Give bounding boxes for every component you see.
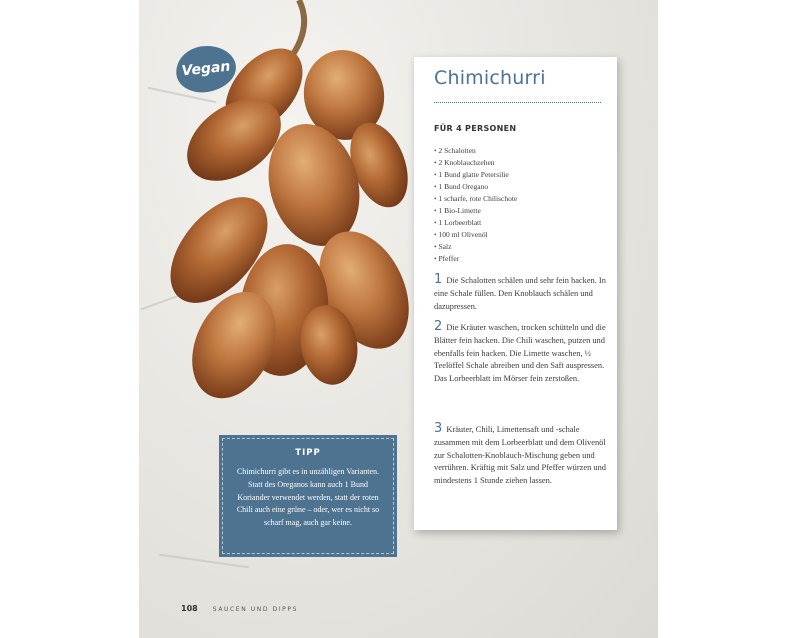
- ingredient-item: • Salz: [434, 241, 517, 253]
- page-number: 108: [181, 604, 198, 613]
- ingredient-item: • 1 Bund Oregano: [434, 181, 517, 193]
- ingredient-item: • 1 scharfe, rote Chilischote: [434, 193, 517, 205]
- step-text: Die Schalotten schälen und sehr fein hacken. In eine Schale füllen. Den Knoblauch schälen und dazupressen.: [434, 276, 606, 311]
- ingredient-list: [434, 145, 517, 265]
- tip-text: Chimichurri gibt es in unzähligen Varianten. Statt des Oreganos kann auch 1 Bund Koriander verwendet werden, statt der roten Chili auch eine grüne – oder, wer es nicht so scharf mag, auch gar keine.: [236, 467, 380, 528]
- step-text: Kräuter, Chili, Limettensaft und -schale zusammen mit dem Lorbeerblatt und dem Olivenöl zur Schalotten-Knoblauch-Mischung geben und verrühren. Kräftig mit Salz und Pfeffer würzen und mindestens 1 Stunde ziehen lassen.: [434, 425, 606, 486]
- tip-heading: TIPP: [295, 448, 321, 458]
- vegan-badge-label: Vegan: [180, 58, 232, 80]
- title-divider: [434, 102, 601, 103]
- step-number: 2: [434, 319, 443, 334]
- recipe-step-2: [434, 319, 606, 386]
- ingredient-item: • 1 Bio-Limette: [434, 205, 517, 217]
- ingredient-item: • 2 Knoblauchzehen: [434, 157, 517, 169]
- ingredient-item: • Pfeffer: [434, 253, 517, 265]
- step-text: Die Kräuter waschen, trocken schütteln und die Blätter fein hacken. Die Chili waschen, putzen und ebenfalls fein hacken. Die Limette waschen, ½ Teelöffel Schale abreiben und den Saft auspressen. Das Lorbeerblatt im Mörser fein zerstoßen.: [434, 323, 606, 384]
- recipe-card: [414, 57, 617, 530]
- recipe-step-1: [434, 272, 606, 313]
- ingredient-item: • 1 Lorbeerblatt: [434, 217, 517, 229]
- tip-box: [219, 435, 397, 557]
- section-title: SAUCEN UND DIPPS: [212, 606, 299, 613]
- step-number: 1: [434, 272, 443, 287]
- servings-label: FÜR 4 PERSONEN: [434, 124, 517, 133]
- page-footer: [181, 596, 298, 615]
- recipe-title: Chimichurri: [434, 67, 546, 89]
- step-number: 3: [434, 421, 443, 436]
- ingredient-item: • 100 ml Olivenöl: [434, 229, 517, 241]
- ingredient-item: • 2 Schalotten: [434, 145, 517, 157]
- ingredient-item: • 1 Bund glatte Petersilie: [434, 169, 517, 181]
- recipe-step-3: [434, 421, 606, 488]
